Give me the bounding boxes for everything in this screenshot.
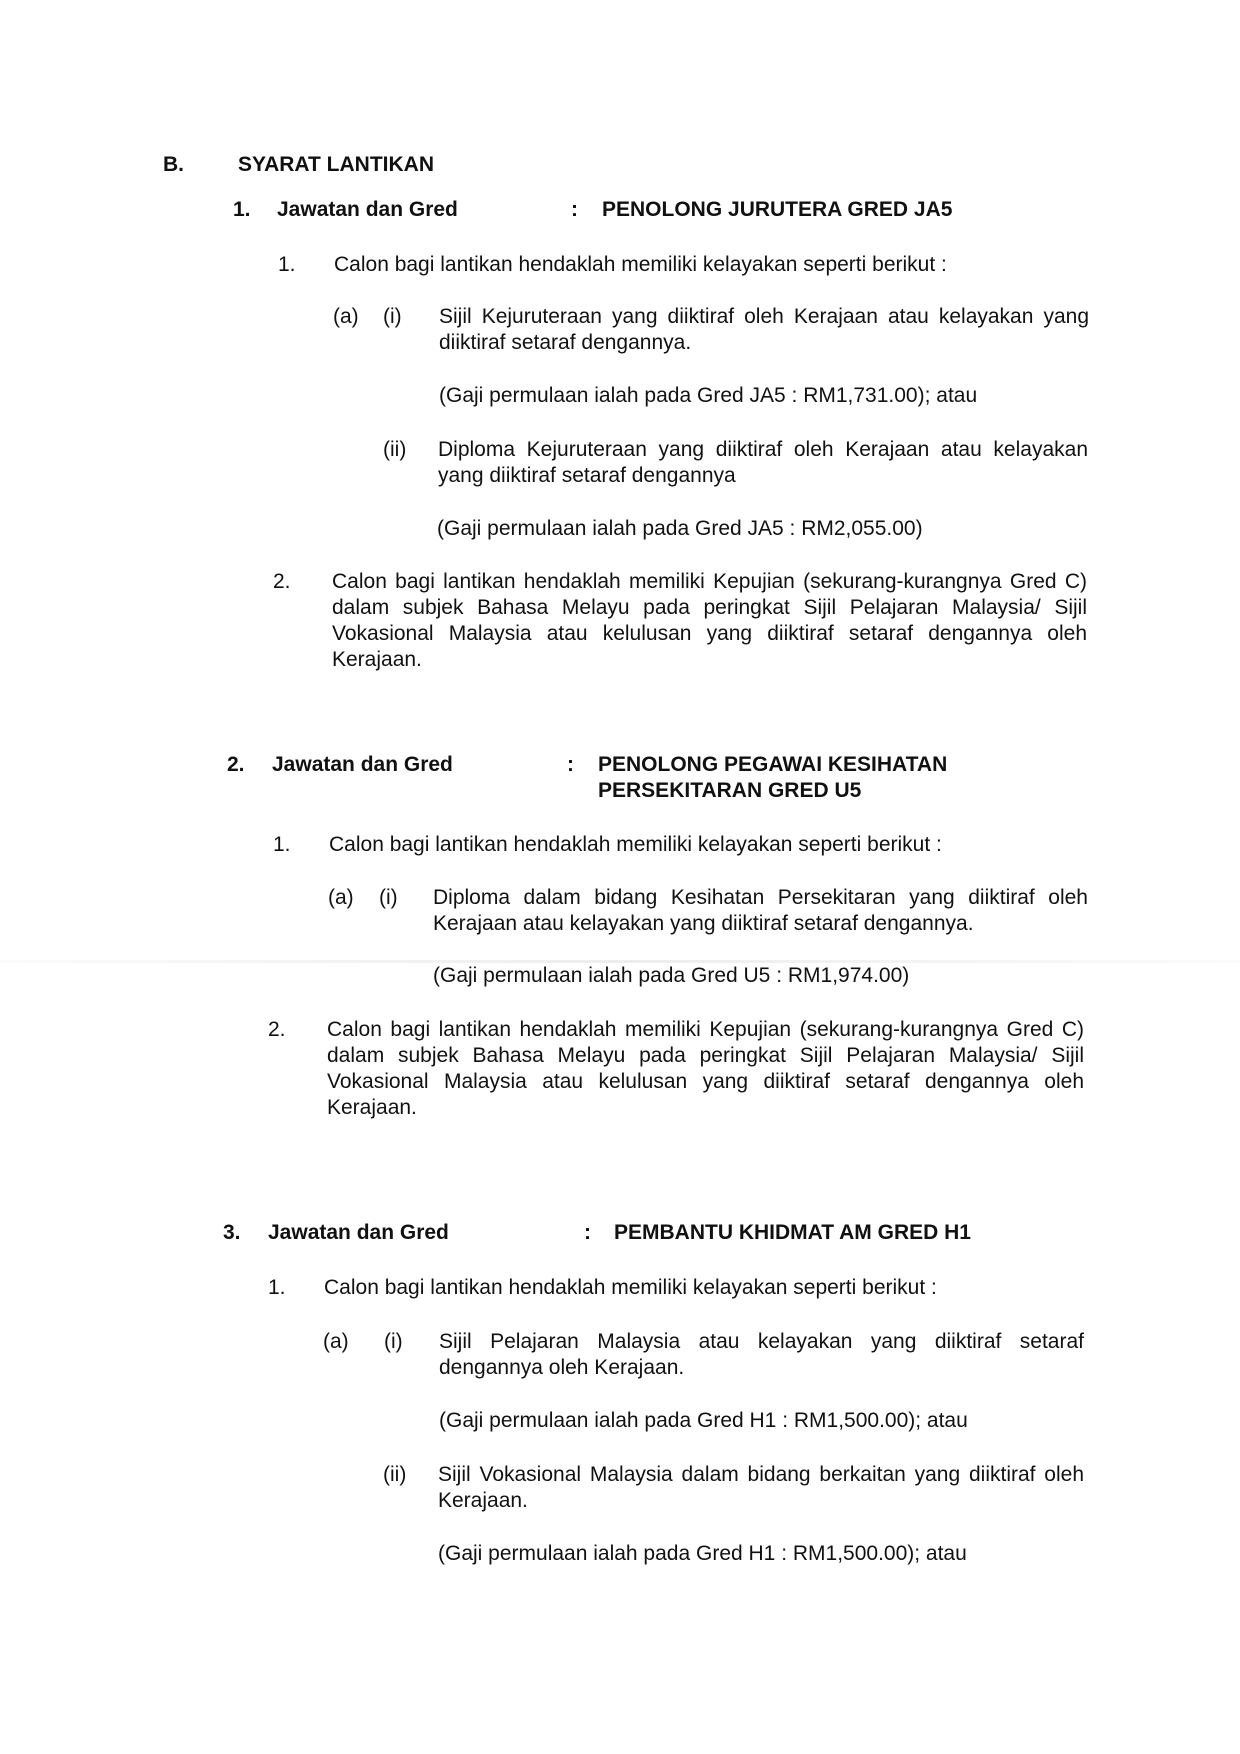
- post-1-option-ii-roman: (ii): [383, 438, 407, 461]
- post-1-sub-a: (a): [333, 305, 359, 328]
- post-2-option-i-roman: (i): [379, 886, 398, 909]
- post-2-label: Jawatan dan Gred: [272, 753, 453, 776]
- post-2-item-1-number: 1.: [273, 833, 291, 856]
- post-2-item-2-number: 2.: [268, 1018, 286, 1041]
- post-1-item-1-text: Calon bagi lantikan hendaklah memiliki kelayakan seperti berikut :: [334, 253, 947, 276]
- post-1-item-1-number: 1.: [278, 253, 296, 276]
- post-1-colon: :: [571, 198, 578, 221]
- post-3-option-ii-text: Sijil Vokasional Malaysia dalam bidang berkaitan yang diiktiraf oleh Kerajaan.: [438, 1463, 1084, 1512]
- post-1-option-i-roman: (i): [383, 305, 402, 328]
- post-3-sub-a: (a): [323, 1330, 349, 1353]
- post-3-colon: :: [584, 1221, 591, 1244]
- post-3-option-i-roman: (i): [384, 1330, 403, 1353]
- post-3-option-ii-salary: (Gaji permulaan ialah pada Gred H1 : RM1,500.00); atau: [438, 1542, 967, 1565]
- post-2-item-1-text: Calon bagi lantikan hendaklah memiliki kelayakan seperti berikut :: [329, 833, 942, 856]
- post-1-option-i-salary: (Gaji permulaan ialah pada Gred JA5 : RM1,731.00); atau: [439, 384, 978, 407]
- post-3-title: PEMBANTU KHIDMAT AM GRED H1: [614, 1221, 971, 1244]
- post-2-item-2-text: Calon bagi lantikan hendaklah memiliki Kepujian (sekurang-kurangnya Gred C) dalam subjek Bahasa Melayu pada peringkat Sijil Pelajaran Malaysia/ Sijil Vokasional Malaysia atau kelulusan yang diiktiraf setaraf dengannya oleh Kerajaan.: [327, 1018, 1084, 1119]
- post-3-label: Jawatan dan Gred: [268, 1221, 449, 1244]
- post-1-item-2-number: 2.: [273, 570, 291, 593]
- post-2-title-line-1: PENOLONG PEGAWAI KESIHATAN: [598, 753, 948, 776]
- post-2-sub-a: (a): [328, 886, 354, 909]
- post-1-title: PENOLONG JURUTERA GRED JA5: [602, 198, 953, 221]
- post-1-number: 1.: [233, 198, 251, 221]
- post-3-number: 3.: [223, 1221, 241, 1244]
- post-2-option-i-text: Diploma dalam bidang Kesihatan Persekitaran yang diiktiraf oleh Kerajaan atau kelayakan yang diiktiraf setaraf dengannya.: [433, 886, 1088, 935]
- post-3-option-i-salary: (Gaji permulaan ialah pada Gred H1 : RM1,500.00); atau: [439, 1409, 968, 1432]
- section-title: SYARAT LANTIKAN: [238, 153, 435, 176]
- post-3-option-ii-roman: (ii): [383, 1463, 407, 1486]
- post-3-item-1-text: Calon bagi lantikan hendaklah memiliki kelayakan seperti berikut :: [324, 1276, 937, 1299]
- post-3-option-i-text: Sijil Pelajaran Malaysia atau kelayakan yang diiktiraf setaraf dengannya oleh Kerajaan.: [439, 1330, 1084, 1379]
- post-3-item-1-number: 1.: [268, 1276, 286, 1299]
- section-letter: B.: [163, 153, 184, 176]
- post-1-item-2-text: Calon bagi lantikan hendaklah memiliki Kepujian (sekurang-kurangnya Gred C) dalam subjek Bahasa Melayu pada peringkat Sijil Pelajaran Malaysia/ Sijil Vokasional Malaysia atau kelulusan yang diiktiraf setaraf dengannya oleh Kerajaan.: [332, 570, 1087, 671]
- post-2-colon: :: [567, 753, 574, 776]
- post-2-number: 2.: [227, 753, 245, 776]
- post-1-option-i-text: Sijil Kejuruteraan yang diiktiraf oleh Kerajaan atau kelayakan yang diiktiraf setaraf dengannya.: [439, 305, 1089, 354]
- post-1-option-ii-text: Diploma Kejuruteraan yang diiktiraf oleh Kerajaan atau kelayakan yang diiktiraf setaraf dengannya: [438, 438, 1088, 487]
- post-2-title-line-2: PERSEKITARAN GRED U5: [598, 779, 862, 802]
- post-1-label: Jawatan dan Gred: [277, 198, 458, 221]
- post-2-option-i-salary: (Gaji permulaan ialah pada Gred U5 : RM1,974.00): [433, 964, 910, 987]
- post-1-option-ii-salary: (Gaji permulaan ialah pada Gred JA5 : RM2,055.00): [437, 517, 923, 540]
